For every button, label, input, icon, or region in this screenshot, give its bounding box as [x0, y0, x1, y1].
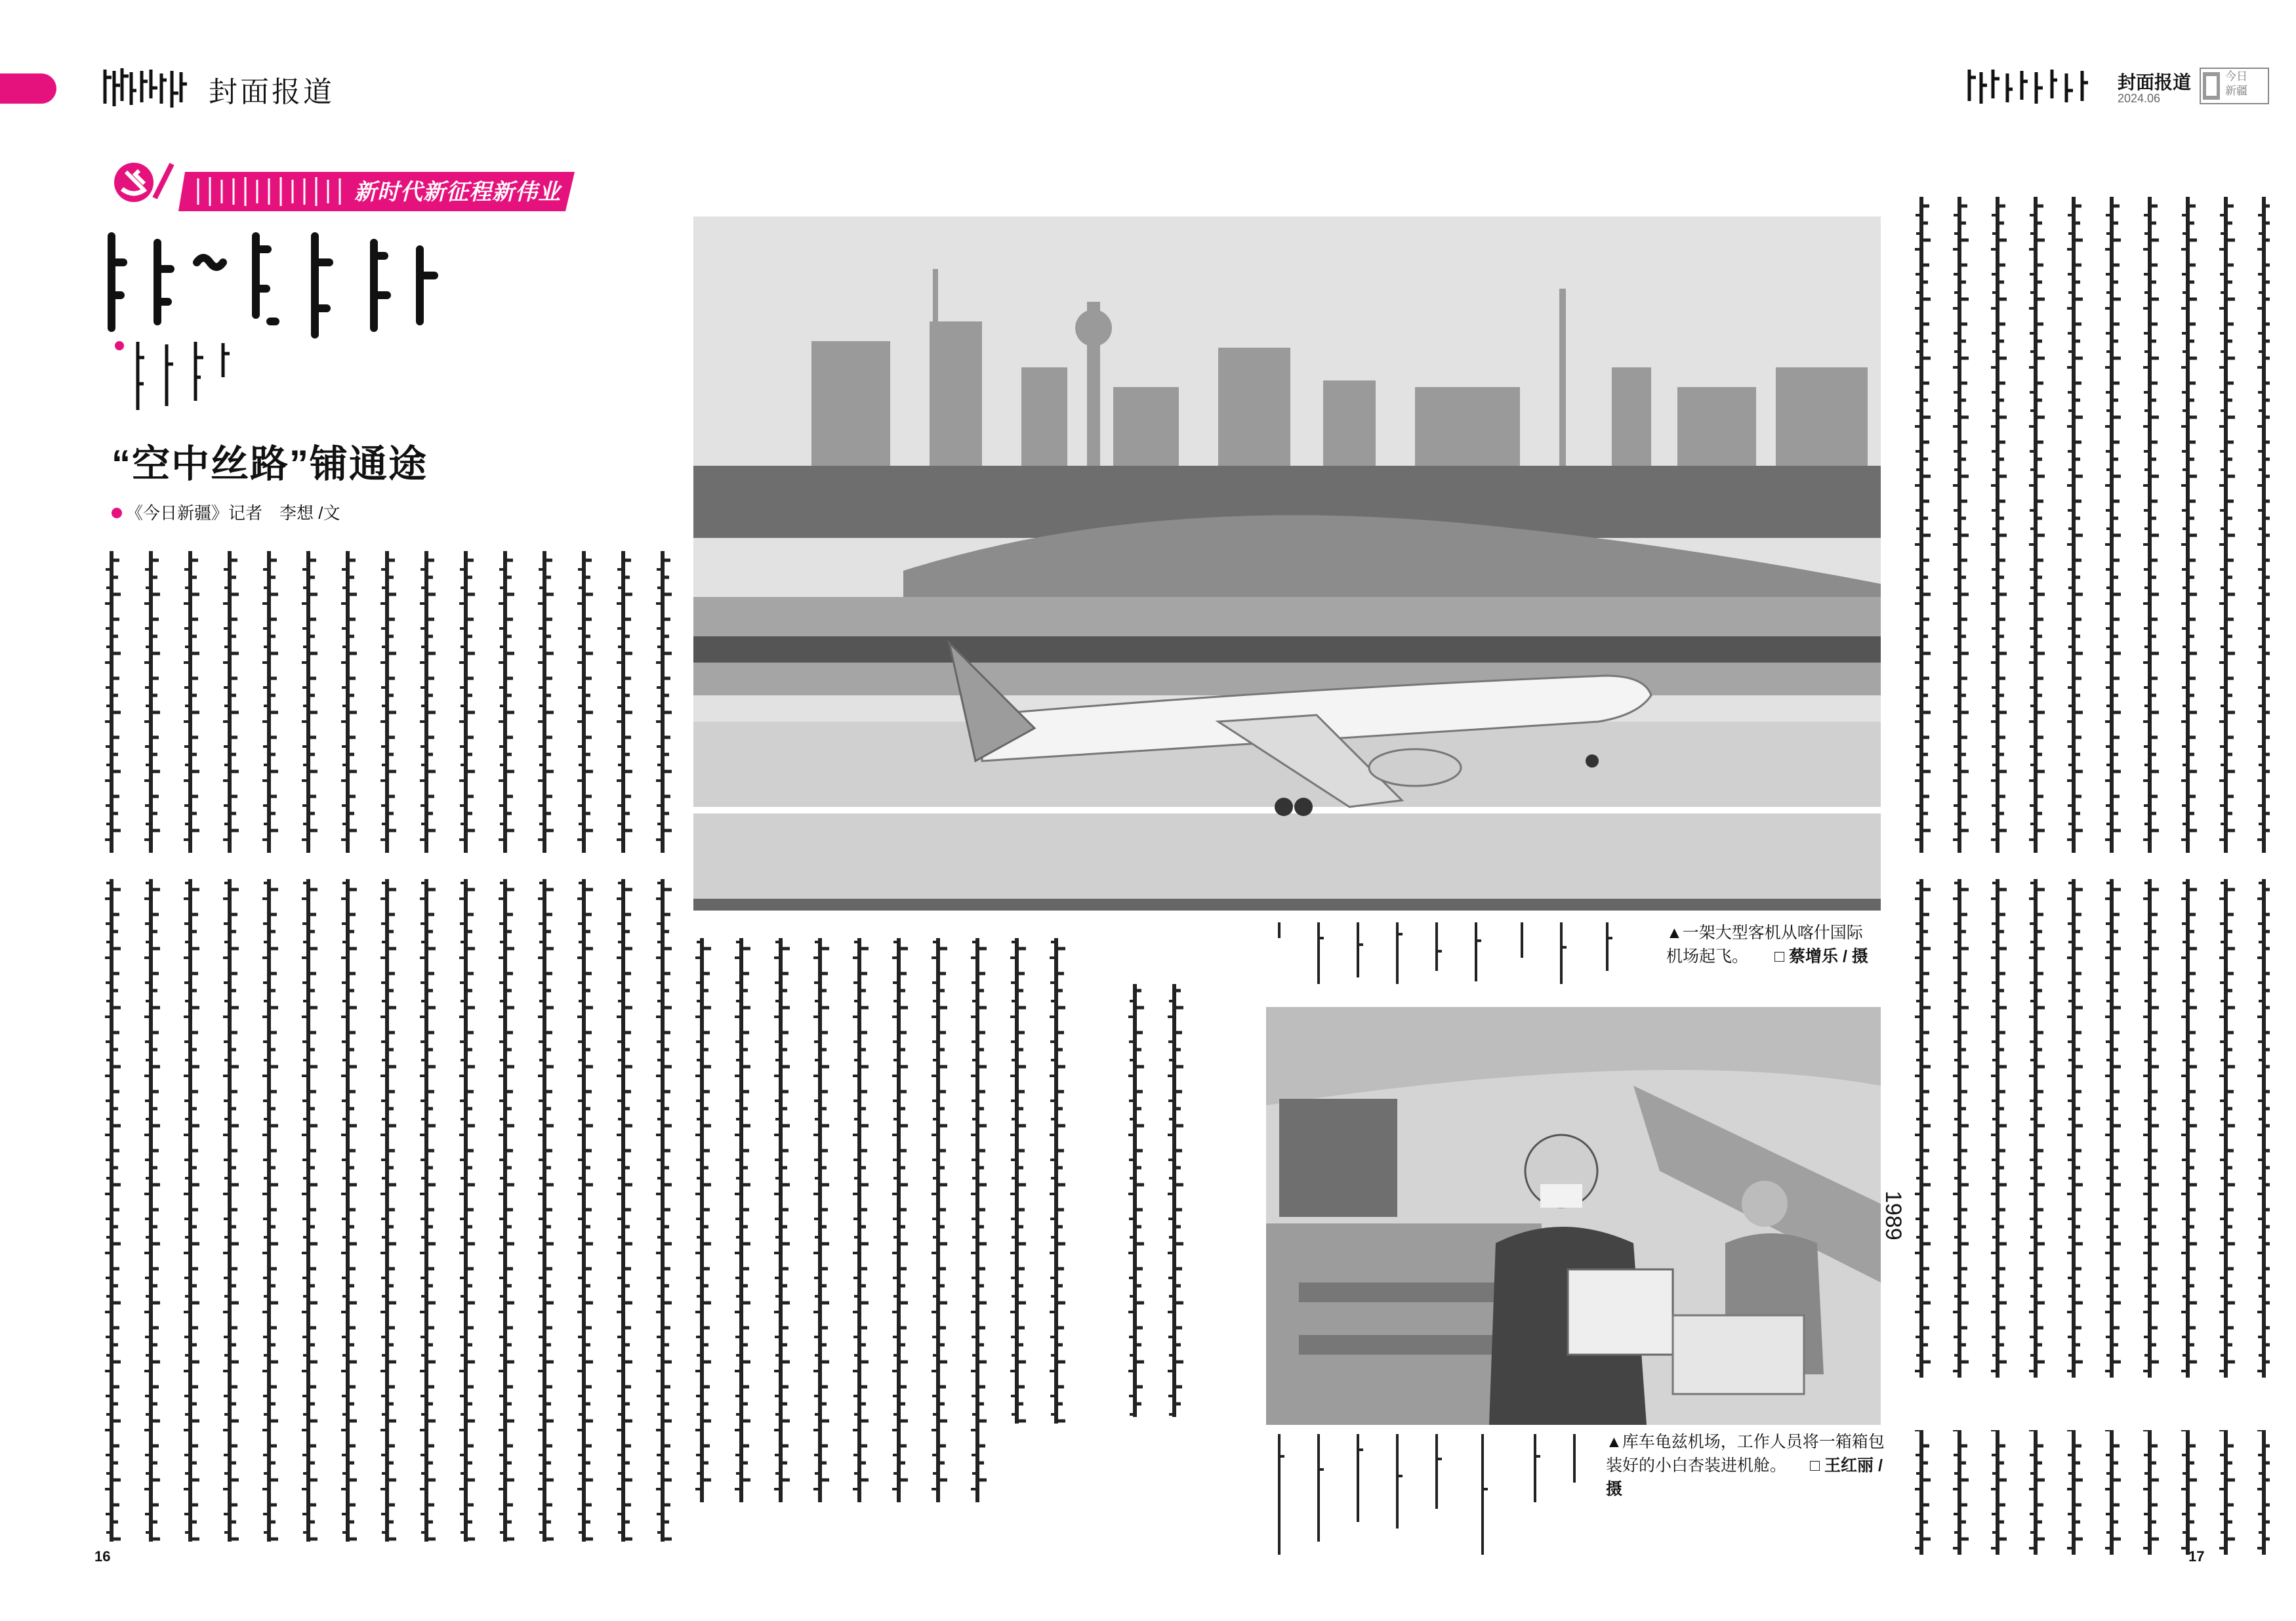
mongolian-byline: [112, 338, 236, 415]
inline-year: 1989: [1881, 1191, 1906, 1241]
mongolian-section-heading-right: [1961, 66, 2099, 106]
banner-slogan: 新时代新征程新伟业: [354, 179, 561, 205]
article-byline: [112, 500, 340, 524]
photo-cargo-loading: [1266, 1007, 1881, 1425]
page-number-right: 17: [2188, 1548, 2205, 1565]
mongolian-title: [98, 223, 466, 341]
page-number-left: 16: [94, 1548, 111, 1565]
caption-photo1-line1: ▲一架大型客机从喀什国际: [1666, 924, 1863, 942]
magazine-logo-text: 今日新疆: [2225, 70, 2247, 98]
issue-date: 2024.06: [2118, 92, 2161, 105]
mongolian-caption-photo1: [1266, 918, 1633, 991]
right-page-text-columns: [1902, 197, 2270, 1561]
section-label-right: 封面报道: [2118, 72, 2192, 92]
article-title: “空中丝路”铺通途: [112, 443, 428, 485]
caption-photo2-line1: ▲库车龟兹机场，工作人员将一箱箱包: [1606, 1433, 1885, 1451]
mongolian-section-heading: [98, 64, 190, 112]
section-label: 封面报道: [209, 75, 335, 109]
caption-photo1: [1666, 921, 1883, 968]
section-tab-marker: [0, 73, 56, 104]
caption-photo1-line2: 机场起飞。: [1666, 947, 1749, 966]
photo-airport-takeoff: [693, 216, 1881, 911]
mongolian-caption-photo2: [1266, 1430, 1588, 1561]
party-emblem-icon: [100, 159, 178, 205]
byline-bullet: [112, 508, 122, 518]
caption-photo1-credit: □ 蔡增乐 / 摄: [1774, 947, 1868, 966]
caption-photo2-line2: 装好的小白杏装进机舱。: [1606, 1456, 1787, 1475]
byline-text: 《今日新疆》记者 李想 /文: [126, 503, 340, 523]
caption-photo2: [1606, 1430, 1888, 1501]
caption-photo2-credit: □ 王红丽 / 摄: [1606, 1456, 1883, 1498]
